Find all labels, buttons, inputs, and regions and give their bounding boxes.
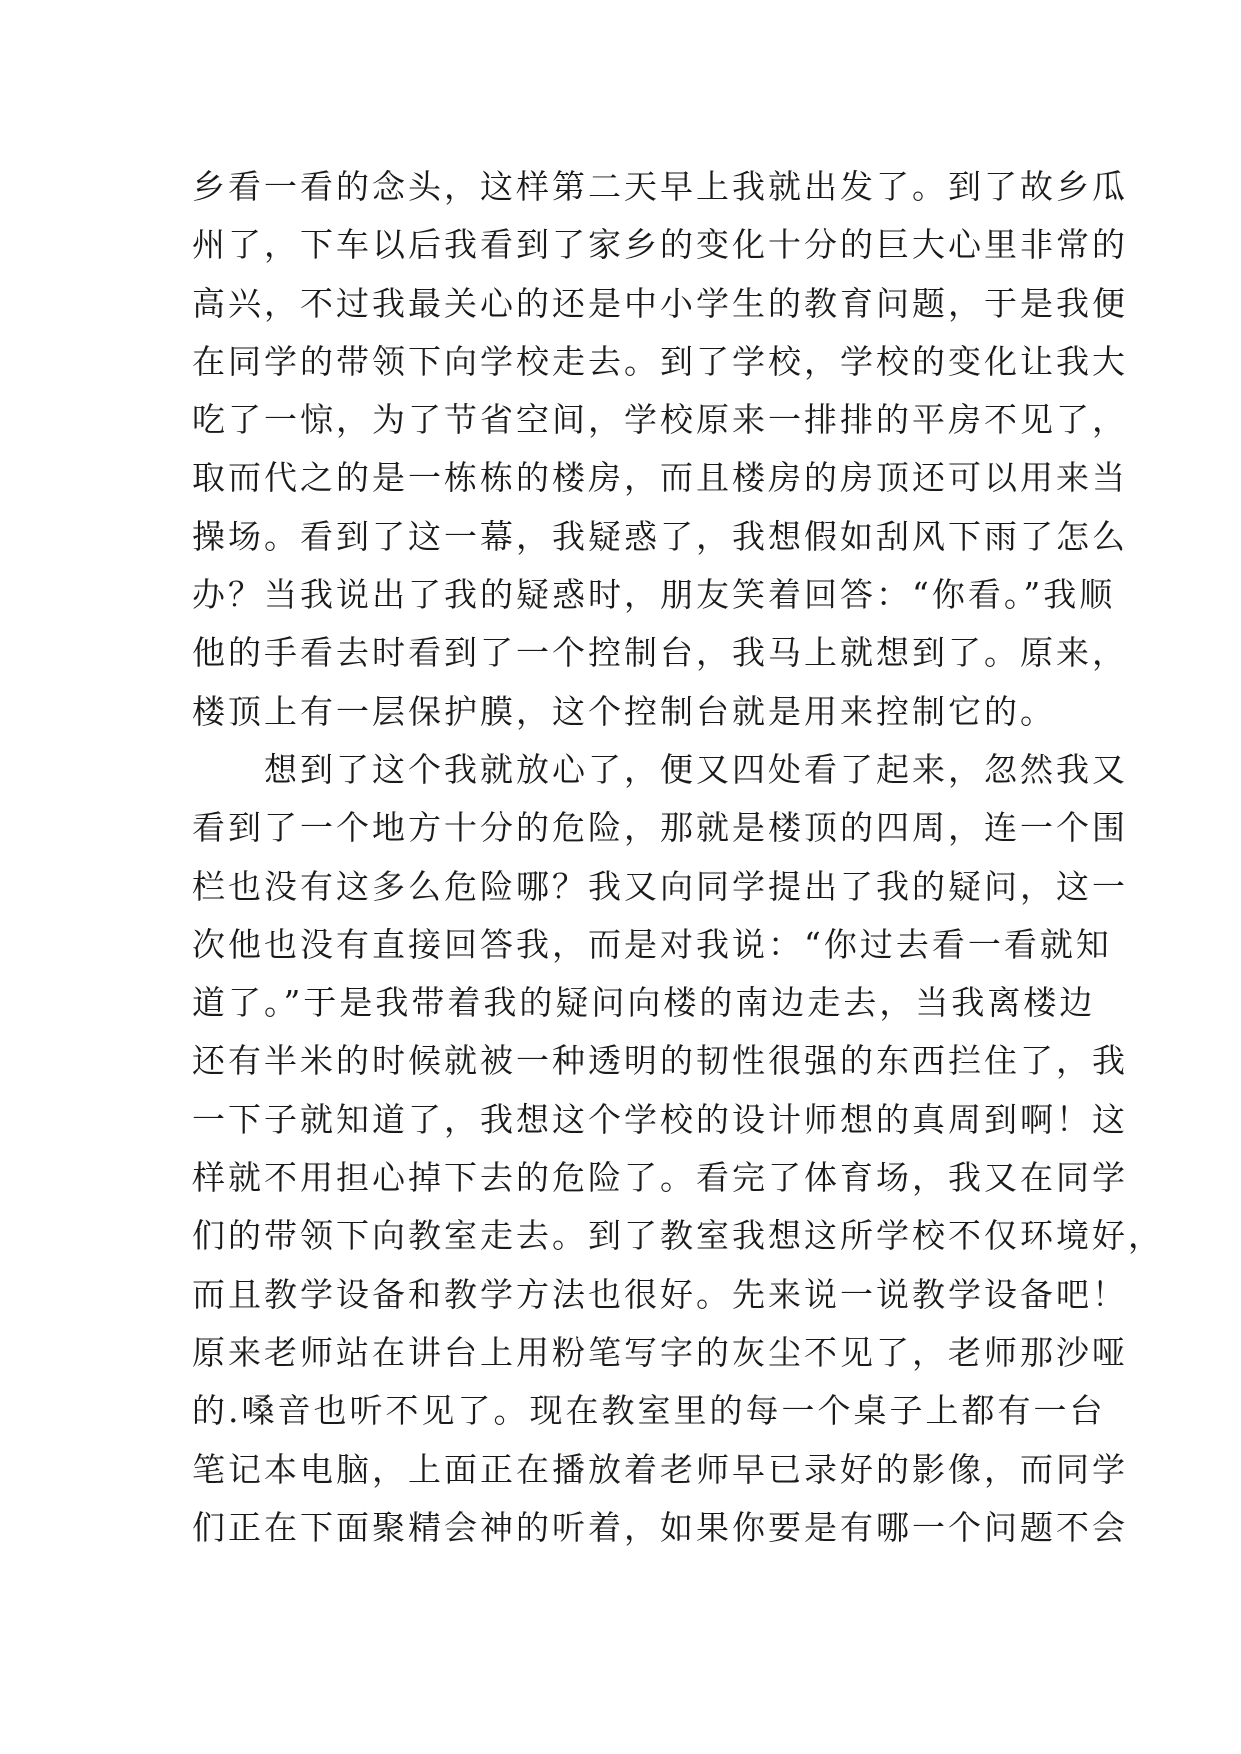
body-text — [192, 158, 1164, 1557]
text-line: 办？当我说出了我的疑惑时，朋友笑着回答：“你看。”我顺 — [192, 575, 1116, 615]
text-line: 操场。看到了这一幕，我疑惑了，我想假如刮风下雨了怎么 — [192, 516, 1128, 556]
text-line: 在同学的带领下向学校走去。到了学校，学校的变化让我大 — [192, 341, 1128, 381]
text-line: 的.嗓音也听不见了。现在教室里的每一个桌子上都有一台 — [192, 1391, 1106, 1431]
text-line: 次他也没有直接回答我，而是对我说：“你过去看一看就知 — [192, 924, 1112, 964]
text-line: 想到了这个我就放心了，便又四处看了起来，忽然我又 — [192, 749, 1128, 789]
text-line: 楼顶上有一层保护膜，这个控制台就是用来控制它的。 — [192, 691, 1056, 731]
text-line: 他的手看去时看到了一个控制台，我马上就想到了。原来， — [192, 633, 1128, 673]
text-line: 而且教学设备和教学方法也很好。先来说一说教学设备吧！ — [192, 1274, 1128, 1314]
text-line: 看到了一个地方十分的危险，那就是楼顶的四周，连一个围 — [192, 808, 1128, 848]
text-line: 样就不用担心掉下去的危险了。看完了体育场，我又在同学 — [192, 1158, 1128, 1198]
text-line: 道了。”于是我带着我的疑问向楼的南边走去，当我离楼边 — [192, 983, 1096, 1023]
text-line: 吃了一惊，为了节省空间，学校原来一排排的平房不见了， — [192, 400, 1128, 440]
text-line: 州了，下车以后我看到了家乡的变化十分的巨大心里非常的 — [192, 225, 1128, 265]
text-line: 原来老师站在讲台上用粉笔写字的灰尘不见了，老师那沙哑 — [192, 1332, 1128, 1372]
text-line: 一下子就知道了，我想这个学校的设计师想的真周到啊！这 — [192, 1099, 1128, 1139]
text-line: 高兴，不过我最关心的还是中小学生的教育问题，于是我便 — [192, 283, 1128, 323]
text-line: 笔记本电脑，上面正在播放着老师早已录好的影像，而同学 — [192, 1449, 1128, 1489]
text-line: 们的带领下向教室走去。到了教室我想这所学校不仅环境好， — [192, 1216, 1164, 1256]
text-line: 取而代之的是一栋栋的楼房，而且楼房的房顶还可以用来当 — [192, 458, 1128, 498]
text-line: 乡看一看的念头，这样第二天早上我就出发了。到了故乡瓜 — [192, 167, 1128, 206]
text-line: 还有半米的时候就被一种透明的韧性很强的东西拦住了，我 — [192, 1041, 1128, 1081]
text-line: 们正在下面聚精会神的听着，如果你要是有哪一个问题不会 — [192, 1507, 1128, 1547]
text-line: 栏也没有这多么危险哪？我又向同学提出了我的疑问，这一 — [192, 866, 1128, 906]
